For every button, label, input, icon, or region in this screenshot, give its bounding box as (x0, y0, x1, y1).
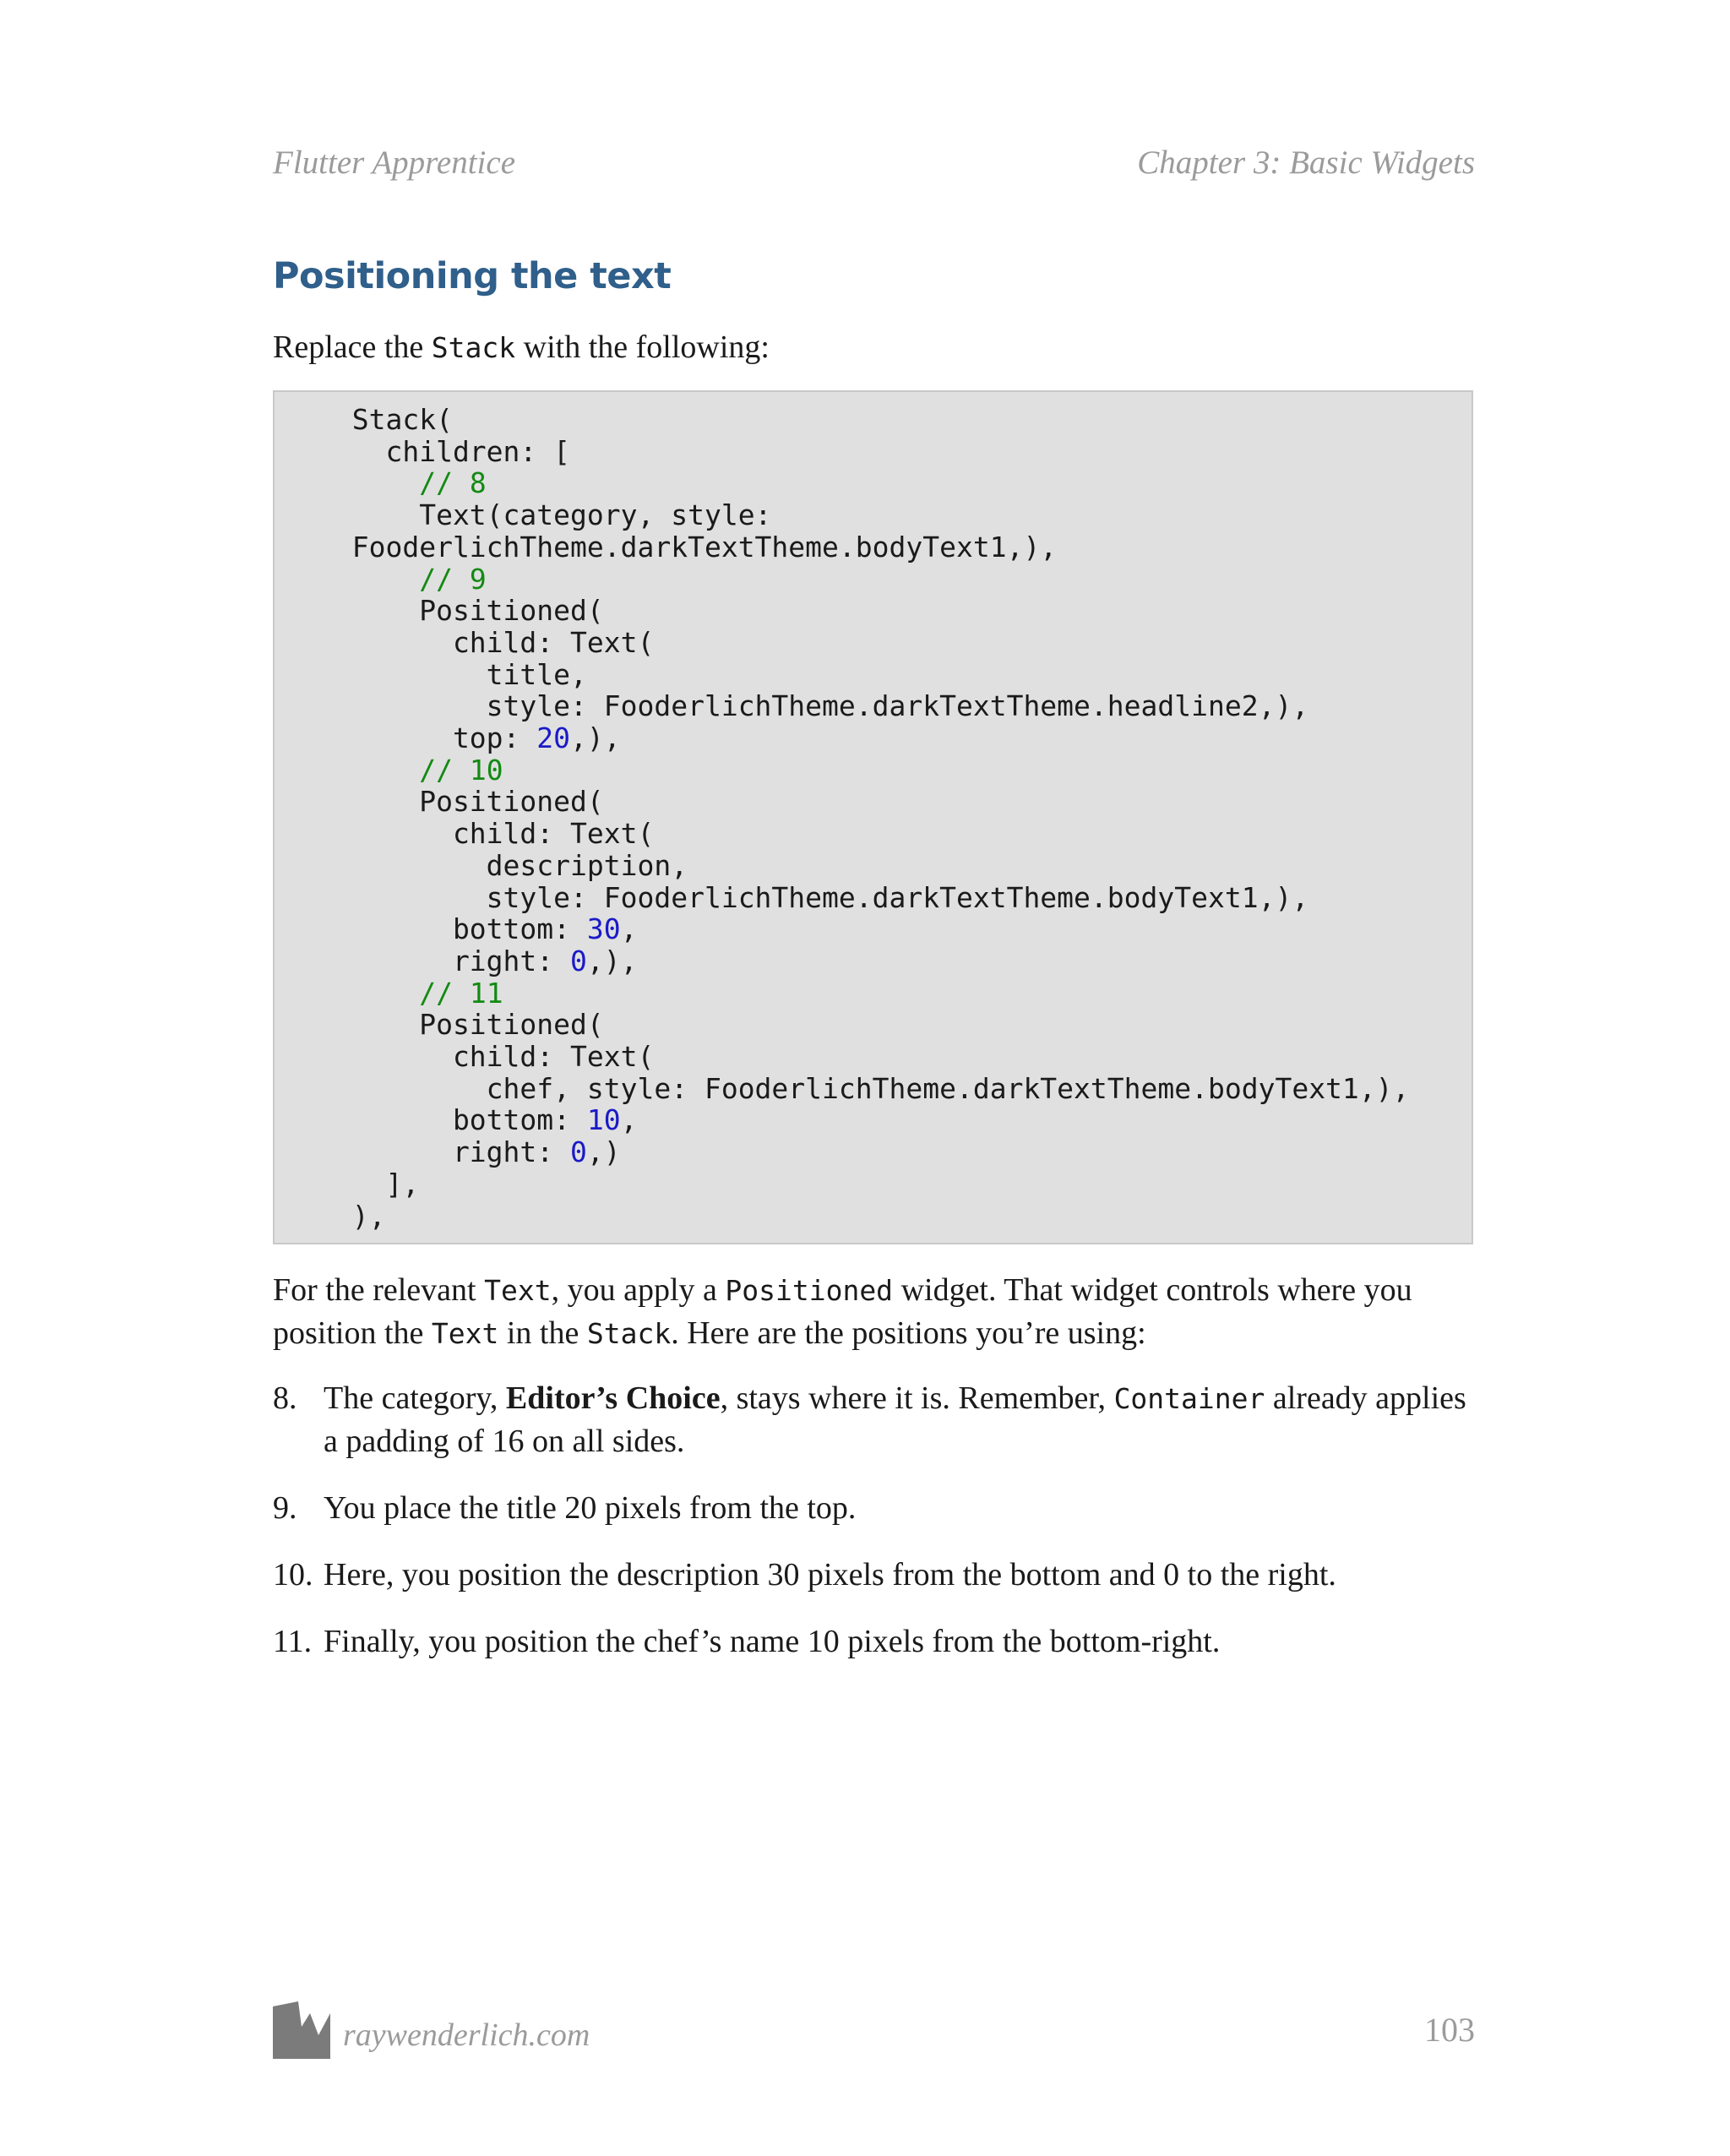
code-line (318, 912, 638, 945)
intro-text: with the following: (515, 329, 770, 365)
code-token: , (620, 912, 638, 946)
code-token: Positioned( (318, 1008, 604, 1042)
code-token: bottom: (318, 1103, 587, 1137)
code-line (318, 466, 487, 499)
code-token (318, 563, 419, 596)
code-line (318, 1040, 654, 1073)
code-line (318, 721, 621, 754)
code-line (318, 817, 654, 850)
code-number: 30 (586, 912, 621, 946)
code-comment: // 9 (419, 562, 487, 596)
code-line (318, 754, 503, 787)
code-line (318, 1072, 1409, 1105)
code-token: ,), (586, 944, 638, 977)
code-line (318, 1135, 621, 1168)
code-comment: // 10 (419, 753, 503, 787)
site-url[interactable]: raywenderlich.com (343, 2017, 590, 2053)
code-line (318, 658, 587, 691)
code-token: children: [ (318, 434, 571, 468)
code-token: style: FooderlichTheme.darkTextTheme.headline2,), (318, 689, 1309, 723)
code-token: right: (318, 944, 571, 977)
code-token: child: Text( (318, 1040, 655, 1074)
list-item-number: 9. (273, 1490, 297, 1526)
list-item-text: The category, (324, 1380, 506, 1416)
code-line (318, 563, 487, 596)
code-token: chef, style: FooderlichTheme.darkTextTheme.bodyText1,), (318, 1071, 1410, 1105)
code-token: Positioned( (318, 785, 604, 819)
code-token: child: Text( (318, 625, 655, 659)
code-token: ,), (570, 721, 621, 755)
page-number: 103 (1424, 2011, 1475, 2049)
code-number: 20 (536, 721, 571, 755)
code-token: ], (318, 1167, 420, 1200)
intro-text: Replace the (273, 329, 432, 365)
explanation-text: , you apply a (551, 1272, 726, 1308)
code-line (318, 594, 604, 627)
code-block (273, 390, 1473, 1244)
code-token: style: FooderlichTheme.darkTextTheme.bodyText1,), (318, 880, 1309, 914)
code-line (318, 977, 503, 1010)
code-token: ), (318, 1199, 386, 1233)
intro-paragraph (273, 326, 1475, 369)
inline-code-text: Text (484, 1274, 552, 1307)
code-listing (318, 404, 1472, 1232)
steps-list (273, 1377, 1475, 1687)
list-item-number: 8. (273, 1380, 297, 1416)
code-token: Positioned( (318, 594, 604, 628)
explanation-paragraph (273, 1269, 1475, 1355)
code-token: Text(category, style: (318, 498, 772, 532)
code-token: bottom: (318, 912, 587, 946)
code-number: 10 (586, 1103, 621, 1137)
code-token: title, (318, 657, 587, 691)
code-token (318, 977, 419, 1010)
book-title: Flutter Apprentice (273, 144, 516, 181)
code-line (318, 403, 453, 436)
code-line (318, 849, 688, 882)
page-footer (273, 2000, 1475, 2059)
code-token: child: Text( (318, 817, 655, 851)
list-item-text: , stays where it is. Remember, (720, 1380, 1114, 1416)
code-line (318, 1168, 419, 1200)
explanation-text: . Here are the positions you’re using: (671, 1315, 1146, 1351)
inline-code-stack: Stack (586, 1317, 672, 1350)
chapter-title: Chapter 3: Basic Widgets (1137, 144, 1475, 181)
code-line (318, 785, 604, 818)
code-token: right: (318, 1135, 571, 1169)
list-item (273, 1554, 1475, 1596)
code-token (318, 754, 419, 787)
list-item-number: 10. (273, 1557, 313, 1592)
code-line (318, 945, 638, 977)
code-token: , (620, 1103, 638, 1137)
code-token: FooderlichTheme.darkTextTheme.bodyText1,), (318, 530, 1058, 564)
code-line (318, 1200, 385, 1233)
inline-code-container: Container (1113, 1382, 1265, 1415)
list-item-text: Finally, you position the chef’s name 10 pixels from the bottom-right. (324, 1624, 1221, 1659)
list-item-text: already applies a padding of 16 on all sides. (324, 1380, 1466, 1459)
explanation-text: widget. That widget controls where you position the (273, 1272, 1412, 1351)
code-line (318, 1103, 638, 1136)
code-line (318, 435, 570, 468)
list-item-number: 11. (273, 1624, 313, 1659)
inline-code-text: Text (431, 1317, 499, 1350)
code-token: Stack( (318, 403, 453, 436)
code-line (318, 531, 1057, 564)
inline-code-stack: Stack (431, 331, 516, 364)
code-token: top: (318, 721, 537, 755)
inline-code-positioned: Positioned (725, 1274, 894, 1307)
list-item (273, 1377, 1475, 1462)
code-line (318, 689, 1308, 722)
code-token: ,) (586, 1135, 621, 1169)
list-item-text: You place the title 20 pixels from the top. (324, 1490, 857, 1526)
section-title: Positioning the text (273, 255, 672, 297)
running-header (273, 144, 1475, 186)
code-line (318, 881, 1308, 914)
code-token: description, (318, 848, 688, 882)
book-page (273, 0, 1475, 2156)
explanation-text: in the (498, 1315, 587, 1351)
code-line (318, 498, 771, 531)
code-token (318, 466, 419, 499)
code-number: 0 (570, 1135, 587, 1169)
code-comment: // 8 (419, 466, 487, 500)
code-comment: // 11 (419, 976, 503, 1010)
code-number: 0 (570, 944, 587, 977)
list-item (273, 1620, 1475, 1663)
explanation-text: For the relevant (273, 1272, 485, 1308)
code-line (318, 626, 654, 659)
bold-editors-choice: Editor’s Choice (505, 1380, 721, 1416)
code-line (318, 1008, 604, 1041)
list-item (273, 1487, 1475, 1529)
list-item-text: Here, you position the description 30 pixels from the bottom and 0 to the right. (324, 1557, 1336, 1592)
raywenderlich-logo-icon (273, 2001, 330, 2059)
